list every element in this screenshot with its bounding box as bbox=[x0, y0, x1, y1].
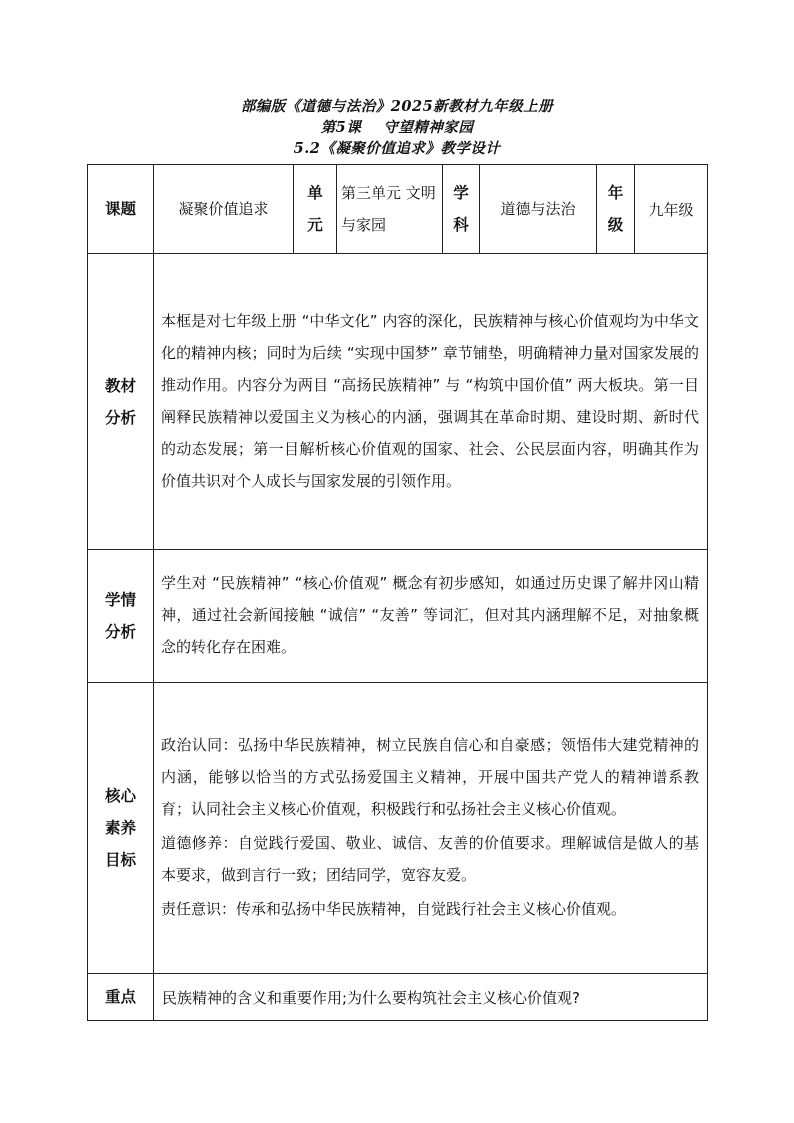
table-row-learner-analysis bbox=[88, 550, 708, 683]
learner-analysis-text: 学生对 “民族精神” “核心价值观” 概念有初步感知，如通过历史课了解井冈山精神，通过社会新闻接触 “诚信” “友善” 等词汇，但对其内涵理解不足，对抽象概念的转化存在困难。 bbox=[154, 550, 708, 683]
title-line-2: 第5课 守望精神家园 bbox=[320, 119, 474, 136]
document-title-block bbox=[0, 96, 794, 159]
material-analysis-text: 本框是对七年级上册 “中华文化” 内容的深化，民族精神与核心价值观均为中华文化的精神内核；同时为后续 “实现中国梦” 章节铺垫，明确精神力量对国家发展的推动作用。内容分为两目 “高扬民族精神” 与 “构筑中国价值” 两大板块。第一目阐释民族精神以爱国主义为核心的内涵，强调其在革命时期、建设时期、新时代的动态发展；第一目解析核心价值观的国家、社会、公民层面内容，明确其作为价值共识对个人成长与国家发展的引领作用。 bbox=[154, 254, 708, 550]
subject-label: 学科 bbox=[443, 165, 480, 254]
table-row-key-points bbox=[88, 974, 708, 1021]
goal-responsibility: 责任意识：传承和弘扬中华民族精神，自觉践行社会主义核心价值观。 bbox=[161, 900, 627, 918]
title-line-1: 部编版《道德与法治》2025新教材九年级上册 bbox=[240, 98, 554, 115]
table-row-course-info bbox=[88, 165, 708, 254]
key-points-label: 重点 bbox=[88, 974, 154, 1021]
table-row-core-goals bbox=[88, 683, 708, 974]
lesson-plan-table bbox=[87, 164, 708, 1021]
material-analysis-label: 教材分析 bbox=[88, 254, 154, 550]
goal-political-identity: 政治认同：弘扬中华民族精神，树立民族自信心和自豪感；领悟伟大建党精神的内涵，能够以恰当的方式弘扬爱国主义精神，开展中国共产党人的精神谱系教育；认同社会主义核心价值观，积极践行和弘扬社会主义核心价值观。 bbox=[161, 736, 699, 818]
goal-moral-cultivation: 道德修养：自觉践行爱国、敬业、诚信、友善的价值要求。理解诚信是做人的基本要求，做到言行一致；团结同学，宽容友爱。 bbox=[161, 834, 699, 884]
subject-value: 道德与法治 bbox=[480, 165, 597, 254]
unit-label: 单元 bbox=[294, 165, 337, 254]
core-goals-cell bbox=[154, 683, 708, 974]
title-line-3: 5.2《凝聚价值追求》教学设计 bbox=[293, 140, 501, 157]
key-points-text: 民族精神的含义和重要作用;为什么要构筑社会主义核心价值观? bbox=[154, 974, 708, 1021]
grade-label: 年级 bbox=[597, 165, 635, 254]
core-goals-label: 核心素养目标 bbox=[88, 683, 154, 974]
unit-value: 第三单元 文明与家园 bbox=[337, 165, 443, 254]
topic-label: 课题 bbox=[88, 165, 154, 254]
topic-value: 凝聚价值追求 bbox=[154, 165, 294, 254]
grade-value: 九年级 bbox=[635, 165, 708, 254]
learner-analysis-label: 学情分析 bbox=[88, 550, 154, 683]
table-row-material-analysis bbox=[88, 254, 708, 550]
